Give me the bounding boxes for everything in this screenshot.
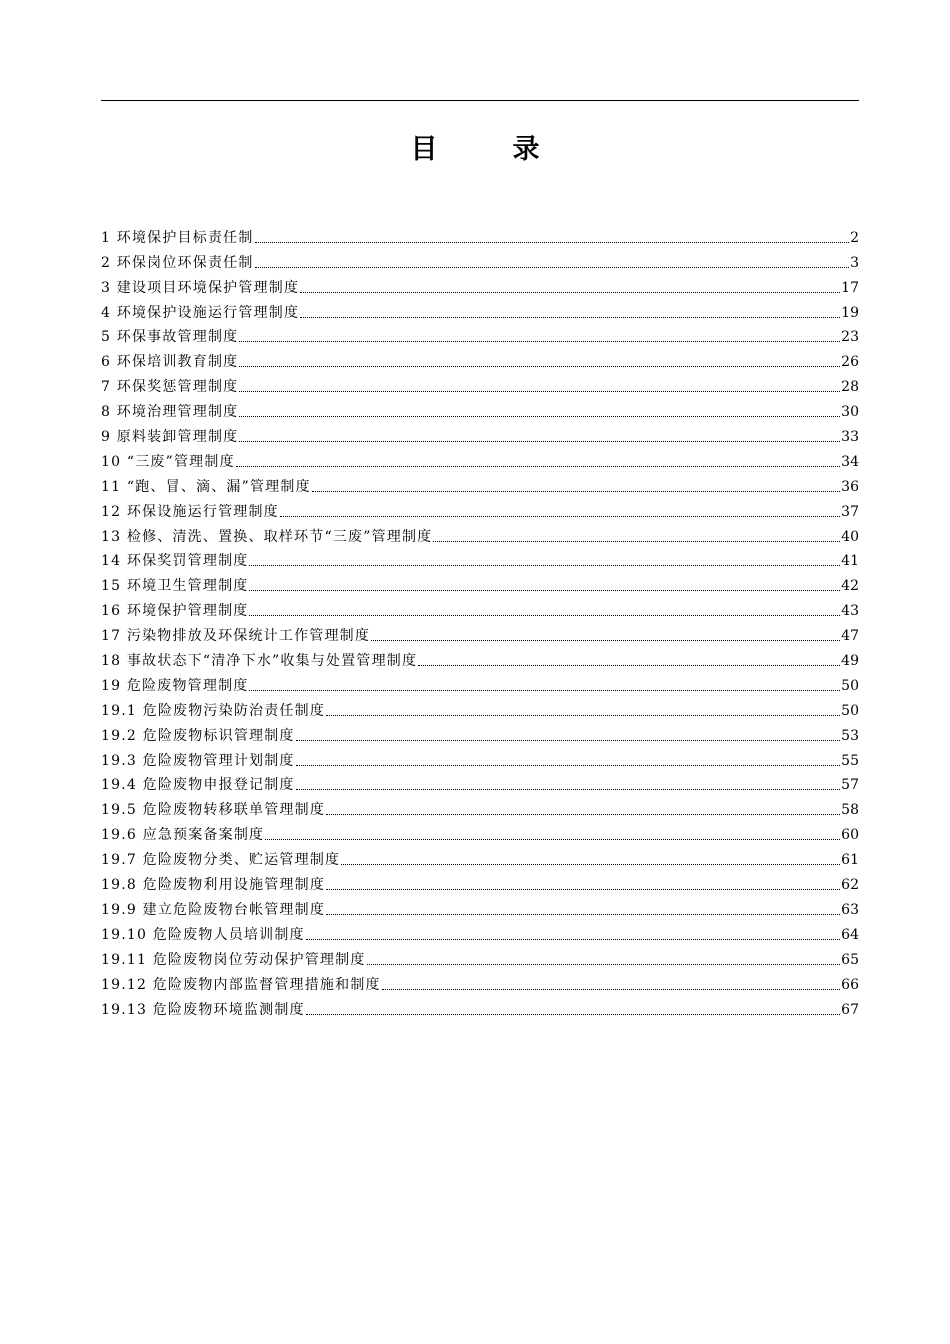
- toc-entry-label: 17 污染物排放及环保统计工作管理制度: [101, 628, 371, 645]
- toc-entry[interactable]: [101, 573, 859, 598]
- toc-dot-leader: [296, 740, 841, 741]
- toc-dot-leader: [239, 391, 840, 392]
- toc-entry[interactable]: [101, 773, 859, 798]
- toc-entry-page-number: 26: [841, 354, 859, 371]
- toc-dot-leader: [296, 789, 841, 790]
- toc-entry-page-number: 23: [841, 329, 859, 346]
- toc-entry-label: 19.8 危险废物利用设施管理制度: [101, 877, 326, 894]
- toc-entry-page-number: 33: [841, 429, 859, 446]
- toc-dot-leader: [326, 914, 840, 915]
- toc-entry-page-number: 61: [841, 852, 859, 869]
- toc-entry-page-number: 50: [841, 702, 859, 719]
- toc-dot-leader: [306, 939, 840, 940]
- toc-dot-leader: [312, 491, 840, 492]
- toc-entry-label: 4 环境保护设施运行管理制度: [101, 304, 300, 321]
- toc-entry-label: 14 环保奖罚管理制度: [101, 553, 249, 570]
- toc-entry-label: 19.13 危险废物环境监测制度: [101, 1001, 305, 1018]
- toc-entry-label: 19.11 危险废物岗位劳动保护管理制度: [101, 951, 366, 968]
- toc-dot-leader: [236, 466, 840, 467]
- toc-entry[interactable]: [101, 300, 859, 325]
- toc-entry-page-number: 2: [850, 229, 859, 246]
- toc-entry-label: 7 环保奖惩管理制度: [101, 379, 239, 396]
- toc-list: [101, 225, 859, 1022]
- toc-entry-label: 19.2 危险废物标识管理制度: [101, 727, 295, 744]
- toc-entry-label: 10 “三废”管理制度: [101, 453, 235, 470]
- toc-dot-leader: [239, 341, 840, 342]
- toc-entry-label: 13 检修、清洗、置换、取样环节“三废”管理制度: [101, 528, 433, 545]
- toc-title: 目 录: [410, 134, 564, 165]
- toc-entry-page-number: 62: [841, 877, 859, 894]
- toc-entry-page-number: 34: [841, 453, 859, 470]
- toc-entry[interactable]: [101, 374, 859, 399]
- toc-entry-page-number: 57: [841, 777, 859, 794]
- toc-entry[interactable]: [101, 474, 859, 499]
- toc-entry[interactable]: [101, 897, 859, 922]
- toc-dot-leader: [367, 964, 841, 965]
- toc-entry-page-number: 49: [841, 653, 859, 670]
- toc-dot-leader: [300, 317, 840, 318]
- toc-entry[interactable]: [101, 225, 859, 250]
- toc-dot-leader: [341, 864, 840, 865]
- toc-entry[interactable]: [101, 623, 859, 648]
- toc-entry-page-number: 43: [841, 603, 859, 620]
- toc-entry-page-number: 40: [841, 528, 859, 545]
- toc-entry-label: 9 原料装卸管理制度: [101, 429, 239, 446]
- toc-entry-label: 1 环境保护目标责任制: [101, 229, 254, 246]
- toc-entry-label: 19.1 危险废物污染防治责任制度: [101, 702, 326, 719]
- toc-entry-page-number: 47: [841, 628, 859, 645]
- toc-entry-label: 19.10 危险废物人员培训制度: [101, 926, 305, 943]
- toc-entry-label: 18 事故状态下“清净下水”收集与处置管理制度: [101, 653, 418, 670]
- toc-dot-leader: [249, 565, 840, 566]
- toc-entry[interactable]: [101, 872, 859, 897]
- toc-dot-leader: [280, 516, 840, 517]
- toc-entry-page-number: 65: [841, 951, 859, 968]
- toc-entry-label: 2 环保岗位环保责任制: [101, 254, 254, 271]
- toc-entry-page-number: 19: [841, 304, 859, 321]
- toc-entry-page-number: 66: [841, 976, 859, 993]
- toc-dot-leader: [418, 665, 840, 666]
- toc-dot-leader: [382, 989, 840, 990]
- toc-entry-page-number: 67: [841, 1001, 859, 1018]
- toc-entry-page-number: 64: [841, 926, 859, 943]
- toc-entry-page-number: 53: [841, 727, 859, 744]
- toc-entry-label: 16 环境保护管理制度: [101, 603, 249, 620]
- toc-entry[interactable]: [101, 997, 859, 1022]
- toc-entry[interactable]: [101, 947, 859, 972]
- toc-entry-label: 5 环保事故管理制度: [101, 329, 239, 346]
- toc-entry[interactable]: [101, 723, 859, 748]
- toc-entry[interactable]: [101, 972, 859, 997]
- toc-dot-leader: [306, 1014, 840, 1015]
- toc-entry-label: 15 环境卫生管理制度: [101, 578, 249, 595]
- toc-entry-label: 19.4 危险废物申报登记制度: [101, 777, 295, 794]
- toc-entry[interactable]: [101, 250, 859, 275]
- toc-entry[interactable]: [101, 524, 859, 549]
- toc-entry-label: 19.7 危险废物分类、贮运管理制度: [101, 852, 341, 869]
- toc-dot-leader: [326, 715, 840, 716]
- toc-entry-page-number: 63: [841, 901, 859, 918]
- toc-dot-leader: [296, 765, 841, 766]
- toc-entry[interactable]: [101, 648, 859, 673]
- toc-entry-label: 19 危险废物管理制度: [101, 677, 249, 694]
- toc-dot-leader: [326, 814, 840, 815]
- toc-dot-leader: [249, 615, 840, 616]
- toc-dot-leader: [255, 267, 850, 268]
- toc-dot-leader: [249, 590, 840, 591]
- toc-dot-leader: [326, 889, 840, 890]
- toc-entry[interactable]: [101, 922, 859, 947]
- toc-entry-page-number: 36: [841, 478, 859, 495]
- toc-entry-page-number: 3: [850, 254, 859, 271]
- toc-entry[interactable]: [101, 598, 859, 623]
- toc-entry-page-number: 42: [841, 578, 859, 595]
- toc-dot-leader: [300, 292, 840, 293]
- toc-entry-label: 3 建设项目环境保护管理制度: [101, 279, 300, 296]
- toc-entry[interactable]: [101, 797, 859, 822]
- toc-entry-label: 19.12 危险废物内部监督管理措施和制度: [101, 976, 381, 993]
- toc-dot-leader: [433, 541, 840, 542]
- toc-dot-leader: [371, 640, 840, 641]
- toc-entry-label: 11 “跑、冒、滴、漏”管理制度: [101, 478, 311, 495]
- toc-entry-page-number: 50: [841, 677, 859, 694]
- toc-entry-page-number: 37: [841, 503, 859, 520]
- toc-dot-leader: [239, 416, 840, 417]
- toc-entry-page-number: 41: [841, 553, 859, 570]
- toc-entry-page-number: 60: [841, 827, 859, 844]
- toc-dot-leader: [249, 690, 840, 691]
- toc-entry[interactable]: [101, 822, 859, 847]
- toc-entry[interactable]: [101, 748, 859, 773]
- toc-entry-label: 19.9 建立危险废物台帐管理制度: [101, 901, 326, 918]
- toc-entry-page-number: 17: [841, 279, 859, 296]
- toc-dot-leader: [239, 441, 840, 442]
- toc-entry[interactable]: [101, 325, 859, 350]
- toc-entry[interactable]: [101, 449, 859, 474]
- toc-entry-label: 6 环保培训教育制度: [101, 354, 239, 371]
- toc-entry-label: 12 环保设施运行管理制度: [101, 503, 279, 520]
- toc-entry[interactable]: [101, 349, 859, 374]
- header-rule: [101, 100, 859, 101]
- toc-entry[interactable]: [101, 847, 859, 872]
- toc-dot-leader: [255, 242, 850, 243]
- toc-entry[interactable]: [101, 424, 859, 449]
- toc-entry-label: 19.6 应急预案备案制度: [101, 827, 265, 844]
- toc-entry[interactable]: [101, 275, 859, 300]
- toc-entry[interactable]: [101, 499, 859, 524]
- toc-entry-label: 19.5 危险废物转移联单管理制度: [101, 802, 326, 819]
- toc-dot-leader: [239, 366, 840, 367]
- toc-entry[interactable]: [101, 549, 859, 574]
- toc-entry-label: 19.3 危险废物管理计划制度: [101, 752, 295, 769]
- toc-entry[interactable]: [101, 698, 859, 723]
- toc-entry-page-number: 30: [841, 404, 859, 421]
- toc-entry[interactable]: [101, 399, 859, 424]
- toc-entry-page-number: 58: [841, 802, 859, 819]
- toc-dot-leader: [265, 839, 840, 840]
- toc-entry[interactable]: [101, 673, 859, 698]
- toc-entry-page-number: 28: [841, 379, 859, 396]
- toc-entry-label: 8 环境治理管理制度: [101, 404, 239, 421]
- toc-entry-page-number: 55: [841, 752, 859, 769]
